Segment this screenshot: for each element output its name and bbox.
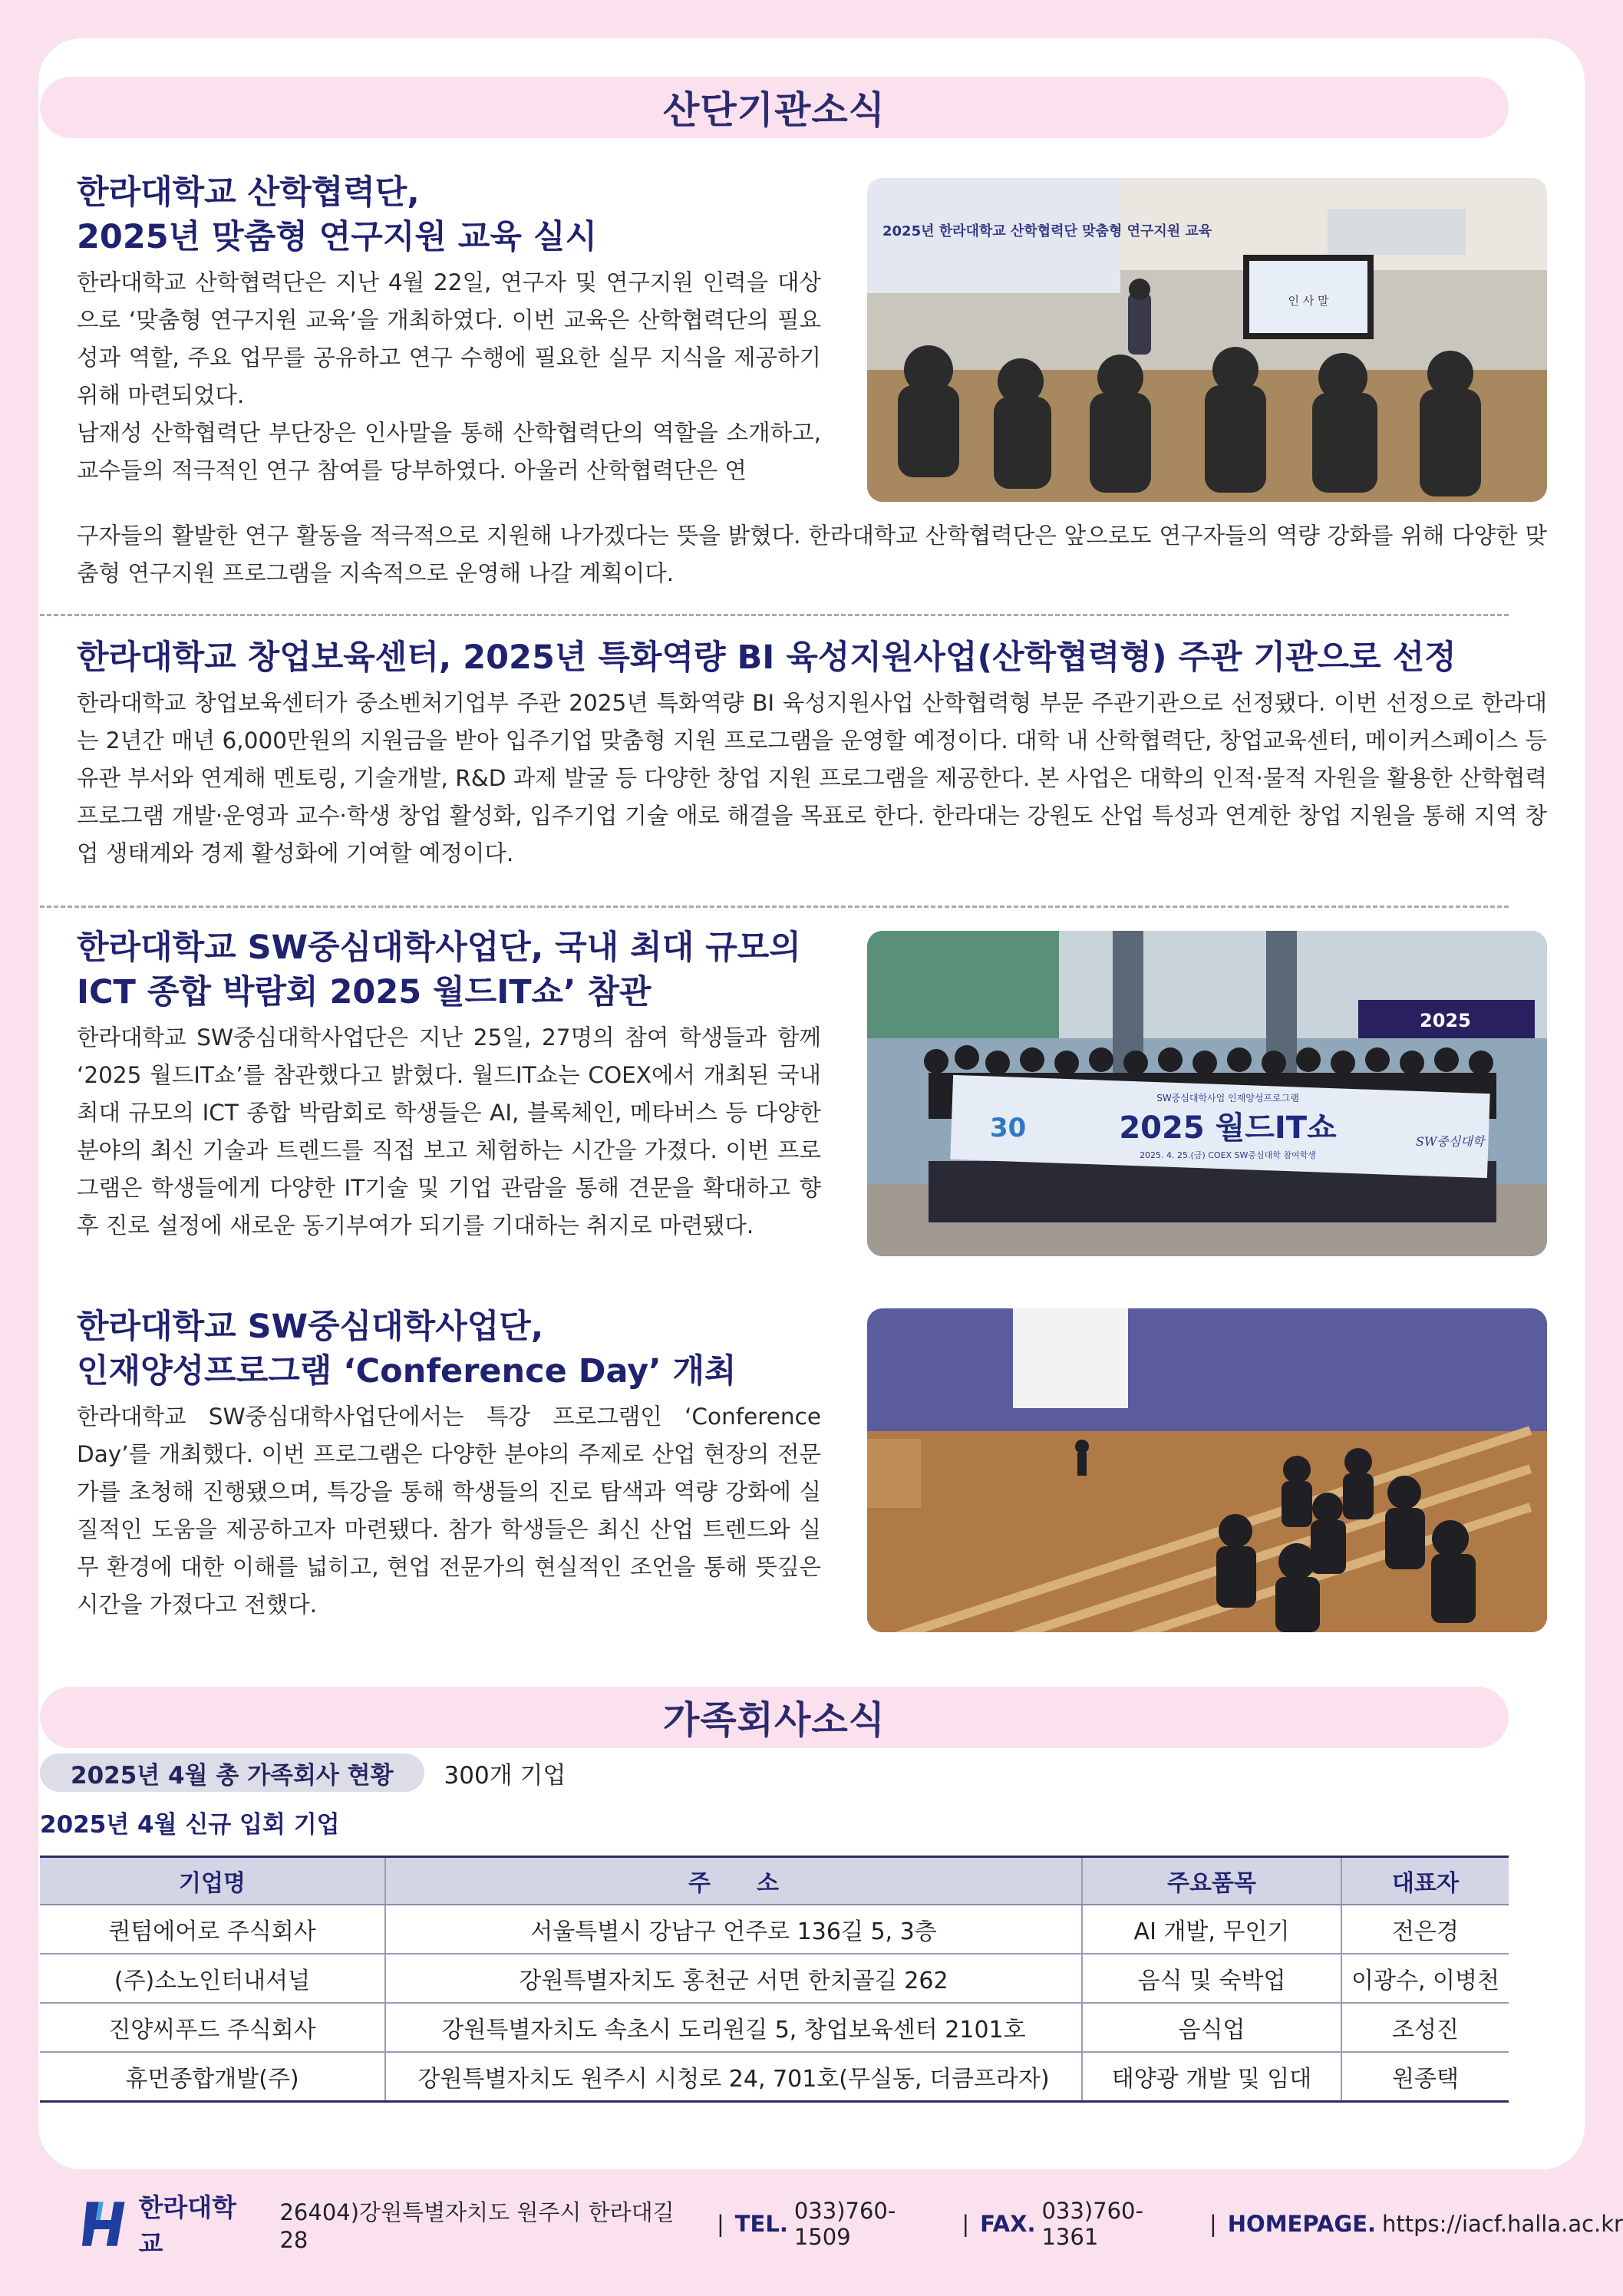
photo-banner-sub: 2025. 4. 25.(금) COEX SW중심대학 참여학생: [1140, 1150, 1316, 1160]
cell-ceo: 전은경: [1341, 1905, 1509, 1954]
footer-address: 26404)강원특별자치도 원주시 한라대길 28: [279, 2199, 675, 2253]
cell-address: 강원특별자치도 홍천군 서면 한치골길 262: [385, 1954, 1082, 2003]
cell-company: 퀀텀에어로 주식회사: [40, 1905, 385, 1954]
header-address: 주 소: [385, 1857, 1082, 1905]
article-body-wide: [77, 517, 1547, 592]
article-research-support: [77, 170, 821, 490]
section-header-industry: [40, 77, 1509, 138]
cell-ceo: 이광수, 이병천: [1341, 1954, 1509, 2003]
table-row: [40, 2003, 1509, 2052]
title-line: 한라대학교 SW중심대학사업단,: [77, 1308, 544, 1346]
title-line: 2025년 맞춤형 연구지원 교육 실시: [77, 218, 598, 256]
cell-company: 휴먼종합개발(주): [40, 2052, 385, 2102]
footer-tel: 033)760-1509: [793, 2198, 896, 2250]
photo-world-it-show: [867, 931, 1547, 1256]
section-title: 산단기관소식: [662, 88, 886, 132]
header-company: 기업명: [40, 1857, 385, 1905]
table-row: [40, 1954, 1509, 2003]
title-line: 한라대학교 산학협력단,: [77, 173, 420, 212]
footer-fax: 033)760-1361: [1041, 2198, 1143, 2250]
photo-banner-big: 2025 월드IT쇼: [1119, 1110, 1337, 1146]
cell-ceo: 원종택: [1341, 2052, 1509, 2102]
footer-tel-label: TEL.: [734, 2211, 788, 2237]
photo-conference-day: [867, 1308, 1547, 1632]
header-products: 주요품목: [1082, 1857, 1341, 1905]
table-row: [40, 1905, 1509, 1954]
footer-homepage-label: HOMEPAGE.: [1227, 2211, 1377, 2237]
footer-separator: |: [716, 2211, 724, 2237]
article-title: [77, 925, 821, 1014]
article-body: 한라대학교 창업보육센터가 중소벤처기업부 주관 2025년 특화역량 BI 육성지원사업 산학협력형 부문 주관기관으로 선정됐다. 이번 선정으로 한라대는 2년간 매년 6,000만원의 지원금을 받아 입주기업 맞춤형 지원 프로그램을 운영할 예정이다. 대학 내 산학협력단, 창업교육센터, 메이커스페이스 등 유관 부서와 연계해 멘토링, 기술개발, R&D 과제 발굴 등 다양한 창업 지원 프로그램을 제공한다. 본 사업은 대학의 인적·물적 자원을 활용한 산학협력 프로그램 개발·운영과 교수·학생 창업 활성화, 입주기업 기술 애로 해결을 목표로 한다. 한라대는 강원도 산업 특성과 연계한 창업 지원을 통해 지역 창업 생태계와 경제 활성화에 기여할 예정이다.: [77, 690, 1547, 866]
photo-sign-text: 2025: [1420, 1010, 1471, 1031]
new-members-table: [40, 1856, 1509, 2103]
status-value: 300개 기업: [444, 1761, 566, 1790]
footer: [81, 2192, 1623, 2258]
article-title: [77, 170, 821, 259]
footer-fax-label: FAX.: [980, 2211, 1036, 2237]
article-title: [77, 1305, 821, 1394]
cell-products: 음식 및 숙박업: [1082, 1954, 1341, 2003]
new-members-title: 2025년 4월 신규 입회 기업: [40, 1811, 340, 1839]
cell-address: 강원특별자치도 원주시 시청로 24, 701호(무실동, 더큼프라자): [385, 2052, 1082, 2102]
cell-company: (주)소노인터내셔널: [40, 1954, 385, 2003]
header-ceo: 대표자: [1341, 1857, 1509, 1905]
table-row: [40, 2052, 1509, 2102]
article-title: 한라대학교 창업보육센터, 2025년 특화역량 BI 육성지원사업(산학협력형) 주관 기관으로 선정: [77, 638, 1456, 677]
cell-address: 서울특별시 강남구 언주로 136길 5, 3층: [385, 1905, 1082, 1954]
section-title: 가족회사소식: [662, 1698, 886, 1742]
title-line: 인재양성프로그램 ‘Conference Day’ 개최: [77, 1352, 737, 1390]
halla-logo-icon: [81, 2197, 127, 2251]
cell-products: 음식업: [1082, 2003, 1341, 2052]
section-header-family: [40, 1687, 1509, 1748]
photo-research-education: [867, 178, 1547, 502]
photo-screen-text: 인 사 말: [1288, 294, 1329, 308]
footer-separator: |: [1209, 2211, 1217, 2237]
photo-badge: 30: [990, 1113, 1027, 1143]
footer-university: 한라대학교: [138, 2192, 236, 2258]
divider: [40, 614, 1509, 616]
cell-products: 태양광 개발 및 임대: [1082, 2052, 1341, 2102]
cell-address: 강원특별자치도 속초시 도리원길 5, 창업보육센터 2101호: [385, 2003, 1082, 2052]
footer-homepage-link[interactable]: https://iacf.halla.ac.kr: [1382, 2211, 1623, 2237]
status-pill: 2025년 4월 총 가족회사 현황: [40, 1753, 424, 1792]
footer-separator: |: [962, 2211, 970, 2237]
article-bi-selection: [77, 635, 1547, 873]
photo-right-text: SW중심대학: [1416, 1134, 1485, 1149]
article-body: 구자들의 활발한 연구 활동을 적극적으로 지원해 나가겠다는 뜻을 밝혔다. 한라대학교 산학협력단은 앞으로도 연구자들의 역량 강화를 위해 다양한 맞춤형 연구지원 프로그램을 지속적으로 운영해 나갈 계획이다.: [77, 523, 1547, 586]
photo-banner-text: 2025년 한라대학교 산학협력단 맞춤형 연구지원 교육: [882, 223, 1212, 239]
article-world-it-show: [77, 925, 821, 1245]
cell-company: 진양씨푸드 주식회사: [40, 2003, 385, 2052]
cell-ceo: 조성진: [1341, 2003, 1509, 2052]
cell-products: AI 개발, 무인기: [1082, 1905, 1341, 1954]
article-body: 한라대학교 SW중심대학사업단은 지난 25일, 27명의 참여 학생들과 함께 ‘2025 월드IT쇼’를 참관했다고 밝혔다. 월드IT쇼는 COEX에서 개최된 국내 최대 규모의 ICT 종합 박람회로 학생들은 AI, 블록체인, 메타버스 등 다양한 분야의 최신 기술과 트렌드를 직접 보고 체험하는 시간을 가졌다. 이번 프로그램은 학생들에게 다양한 IT기술 및 기업 관람을 통해 견문을 확대하고 향후 진로 설정에 새로운 동기부여가 되기를 기대하는 취지로 마련됐다.: [77, 1024, 821, 1239]
title-line: 한라대학교 SW중심대학사업단, 국내 최대 규모의: [77, 929, 801, 967]
article-conference-day: [77, 1305, 821, 1624]
table-header-row: [40, 1857, 1509, 1905]
photo-banner-small: SW중심대학사업 인재양성프로그램: [1156, 1093, 1299, 1103]
divider: [40, 906, 1509, 908]
article-body: 한라대학교 SW중심대학사업단에서는 특강 프로그램인 ‘Conference Day’를 개최했다. 이번 프로그램은 다양한 분야의 주제로 산업 현장의 전문가를 초청해 진행됐으며, 특강을 통해 학생들의 진로 탐색과 역량 강화에 실질적인 도움을 제공하고자 마련됐다. 참가 학생들은 최신 산업 트렌드와 실무 환경에 대한 이해를 넓히고, 현업 전문가의 현실적인 조언을 통해 뜻깊은 시간을 가졌다고 전했다.: [77, 1404, 821, 1618]
family-status: [40, 1753, 566, 1792]
article-body: 한라대학교 산학협력단은 지난 4월 22일, 연구자 및 연구지원 인력을 대상으로 ‘맞춤형 연구지원 교육’을 개최하였다. 이번 교육은 산학협력단의 필요성과 역할, 주요 업무를 공유하고 연구 수행에 필요한 실무 지식을 제공하기 위해 마련되었다.: [77, 269, 821, 408]
article-body: 남재성 산학협력단 부단장은 인사말을 통해 산학협력단의 역할을 소개하고, 교수들의 적극적인 연구 참여를 당부하였다. 아울러 산학협력단은 연: [77, 420, 821, 483]
title-line: ICT 종합 박람회 2025 월드IT쇼’ 참관: [77, 973, 652, 1011]
